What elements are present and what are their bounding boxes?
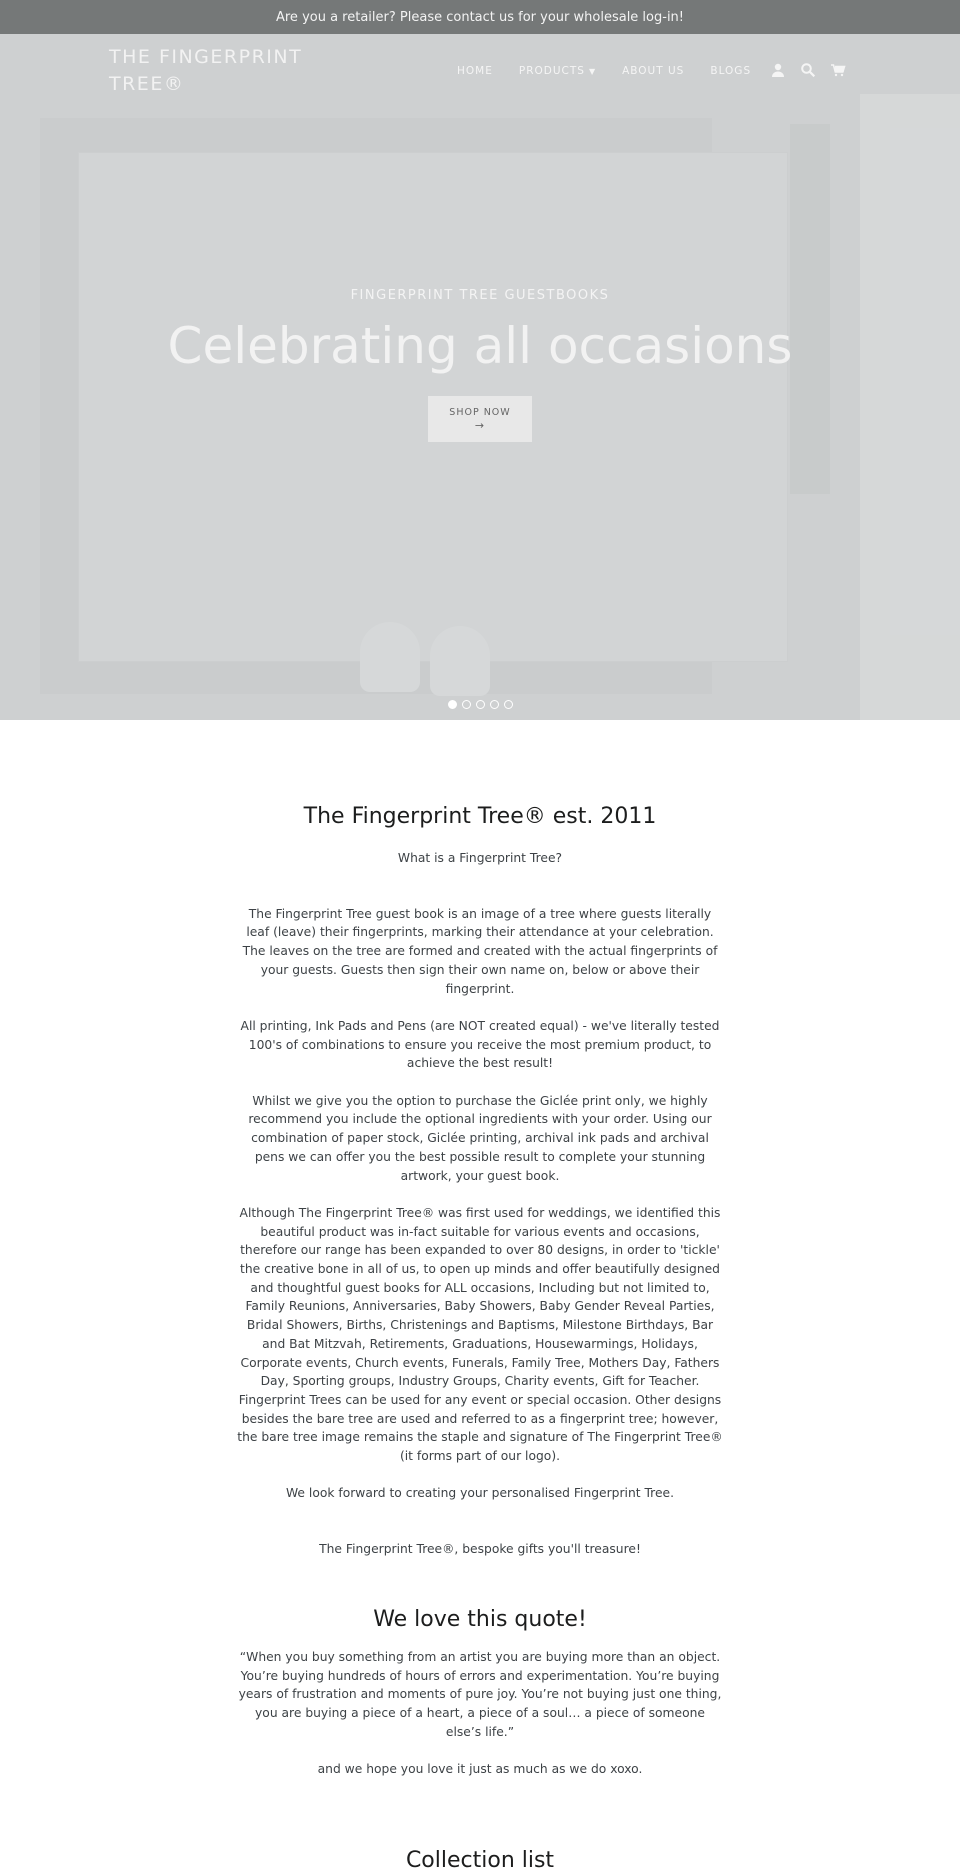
hero-slideshow <box>0 34 960 720</box>
slide-dot-1[interactable] <box>448 700 457 709</box>
about-section <box>0 804 960 1559</box>
site-logo[interactable]: THE FINGERPRINT TREE® <box>109 46 303 95</box>
header-icons <box>770 62 846 78</box>
account-icon[interactable] <box>770 62 786 78</box>
hero-kicker: FINGERPRINT TREE GUESTBOOKS <box>350 288 610 303</box>
nav-blogs[interactable]: BLOGS <box>710 65 752 77</box>
slideshow-dots <box>0 700 960 709</box>
shop-now-label: SHOP NOW <box>449 407 511 418</box>
collection-title: Collection list <box>405 1848 555 1873</box>
collection-section <box>0 1848 960 1873</box>
announcement-text: Are you a retailer? Please contact us for your wholesale log-in! <box>275 9 685 25</box>
slide-dot-5[interactable] <box>504 700 513 709</box>
about-paragraph: Whilst we give you the option to purchase the Giclée print only, we highly recommend you include the optional ingredients with your order. Using our combination of paper stock, Giclée printing, archival ink pads and archival pens we can offer you the best possible result to complete your stunning artwork, your guest book. <box>248 1093 712 1183</box>
about-text <box>237 849 723 1559</box>
nav-products-label: PRODUCTS <box>518 65 585 77</box>
about-paragraph: We look forward to creating your personalised Fingerprint Tree. <box>285 1486 675 1501</box>
main-nav <box>457 65 751 77</box>
search-icon[interactable] <box>800 62 816 78</box>
slide-dot-3[interactable] <box>476 700 485 709</box>
about-paragraph: All printing, Ink Pads and Pens (are NOT created equal) - we've literally tested 100's of combinations to ensure you receive the most premium product, to achieve the best result! <box>240 1018 720 1071</box>
slide-dot-2[interactable] <box>462 700 471 709</box>
about-paragraph: Although The Fingerprint Tree® was first used for weddings, we identified this beautiful product was in-fact suitable for various events and occasions, therefore our range has been expanded to over 80 designs, in order to 'tickle' the creative bone in all of us, to open up minds and offer beautifully designed and thoughtful guest books for ALL occasions, Including but not limited to, Family Reunions, Anniversaries, Baby Showers, Baby Gender Reveal Parties, Bridal Showers, Births, Christenings and Baptisms, Milestone Birthdays, Bar and Bat Mitzvah, Retirements, Graduations, Housewarmings, Holidays, Corporate events, Church events, Funerals, Family Tree, Mothers Day, Fathers Day, Sporting groups, Industry Groups, Charity events, Gift for Teacher. Fingerprint Trees can be used for any event or special occasion. Other designs besides the bare tree are used and referred to as a fingerprint tree; however, the bare tree image remains the staple and signature of The Fingerprint Tree® (it forms part of our logo). <box>237 1205 723 1464</box>
quote-text-block <box>237 1648 723 1779</box>
shop-now-button[interactable] <box>428 396 532 442</box>
quote-text: “When you buy something from an artist you are buying more than an object. You’re buying hundreds of hours of errors and experimentation. You’re buying years of frustration and moments of pure joy. You’re not buying just one thing, you are buying a piece of a heart, a piece of a soul… a piece of someone else’s life.” <box>238 1650 722 1739</box>
about-subtitle: What is a Fingerprint Tree? <box>397 851 563 865</box>
caret-down-icon: ▼ <box>588 67 597 76</box>
announcement-bar <box>0 0 960 34</box>
about-tagline: The Fingerprint Tree®, bespoke gifts you'll treasure! <box>319 1542 641 1557</box>
quote-followup: and we hope you love it just as much as we do xoxo. <box>317 1762 643 1777</box>
nav-home[interactable]: HOME <box>457 65 493 77</box>
hero-overlay <box>0 34 960 720</box>
hero-title: Celebrating all occasions <box>167 317 793 375</box>
nav-products[interactable] <box>519 65 596 77</box>
arrow-right-icon: → <box>474 419 486 432</box>
quote-section <box>0 1607 960 1779</box>
about-title: The Fingerprint Tree® est. 2011 <box>303 804 657 829</box>
nav-about-us[interactable]: ABOUT US <box>622 65 685 77</box>
about-paragraph: The Fingerprint Tree guest book is an image of a tree where guests literally leaf (leave) their fingerprints, marking their attendance at your celebration. The leaves on the tree are formed and created with the actual fingerprints of your guests. Guests then sign their own name on, below or above their fingerprint. <box>242 906 718 996</box>
slide-dot-4[interactable] <box>490 700 499 709</box>
quote-title: We love this quote! <box>373 1607 587 1632</box>
cart-icon[interactable] <box>830 62 846 78</box>
